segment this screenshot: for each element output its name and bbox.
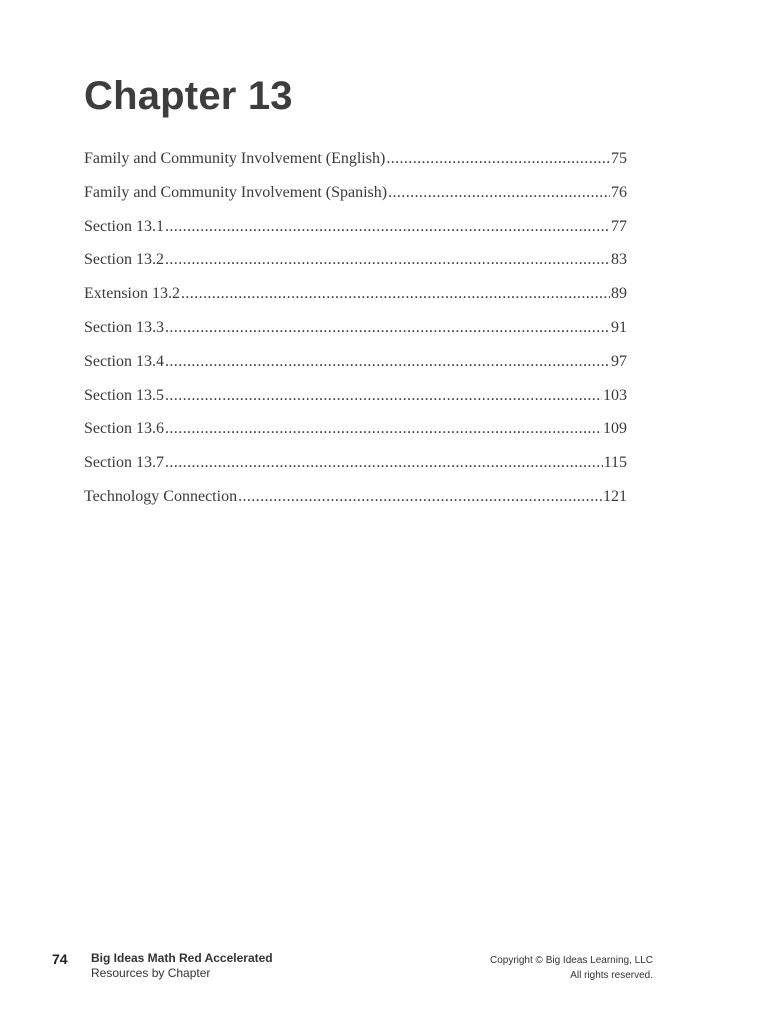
dot-leader	[165, 315, 610, 341]
toc-entry-page: 89	[611, 285, 627, 303]
toc-entry	[84, 450, 627, 484]
dot-leader	[386, 146, 610, 172]
dot-leader	[165, 349, 610, 375]
dot-leader	[165, 247, 610, 273]
toc-entry-title: Section 13.5	[84, 386, 164, 404]
footer-book-info	[91, 951, 273, 981]
toc-entry-title: Section 13.1	[84, 217, 164, 235]
footer-book-title: Big Ideas Math Red Accelerated	[91, 951, 273, 965]
toc-entry-page: 83	[611, 251, 627, 269]
footer-copyright	[490, 953, 653, 983]
toc-entry-title: Section 13.2	[84, 251, 164, 269]
toc-entry-title: Section 13.7	[84, 454, 164, 472]
toc-entry-title: Extension 13.2	[84, 285, 180, 303]
toc-entry	[84, 349, 627, 383]
toc-entry	[84, 315, 627, 349]
dot-leader	[238, 484, 602, 510]
dot-leader	[388, 180, 610, 206]
toc-entry	[84, 247, 627, 281]
dot-leader	[165, 214, 610, 240]
toc-entry-page: 121	[603, 487, 627, 505]
toc-entry-title: Section 13.4	[84, 352, 164, 370]
dot-leader	[181, 281, 610, 307]
toc-entry-page: 76	[611, 183, 627, 201]
toc-entry-title: Family and Community Involvement (English)	[84, 150, 386, 167]
toc-entry	[84, 180, 627, 214]
rights-notice: All rights reserved.	[570, 970, 653, 981]
dot-leader	[165, 416, 602, 442]
toc-entry-page: 109	[603, 420, 627, 438]
toc-entry	[84, 214, 627, 248]
toc-entry	[84, 146, 627, 180]
toc-entry	[84, 383, 627, 417]
toc-entry-page: 115	[603, 454, 627, 472]
toc-entry-title: Technology Connection	[84, 487, 238, 505]
footer-book-subtitle: Resources by Chapter	[91, 966, 211, 980]
table-of-contents	[84, 146, 627, 518]
dot-leader	[165, 450, 603, 476]
footer-page-number: 74	[52, 951, 68, 967]
copyright-notice: Copyright © Big Ideas Learning, LLC	[489, 955, 653, 966]
toc-entry	[84, 416, 627, 450]
toc-entry-page: 91	[611, 318, 627, 336]
toc-entry	[84, 281, 627, 315]
toc-entry-page: 97	[611, 352, 627, 370]
chapter-title: Chapter 13	[84, 74, 293, 118]
toc-entry	[84, 484, 627, 518]
toc-entry-title: Family and Community Involvement (Spanish)	[84, 183, 388, 201]
toc-entry-title: Section 13.6	[84, 420, 164, 438]
dot-leader	[165, 383, 602, 409]
toc-entry-page: 75	[611, 150, 627, 167]
toc-entry-page: 103	[603, 386, 627, 404]
toc-entry-title: Section 13.3	[84, 318, 164, 336]
toc-entry-page: 77	[611, 217, 627, 235]
